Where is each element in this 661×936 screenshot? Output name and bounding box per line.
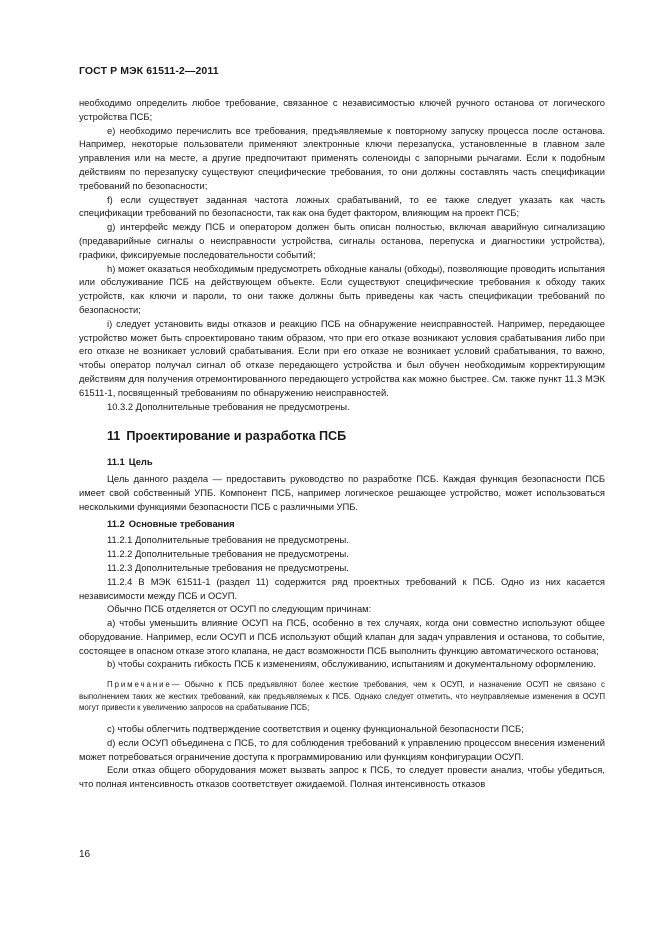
clause-10-3-2: 10.3.2 Дополнительные требования не предусмотрены. — [107, 400, 350, 412]
section-heading — [79, 428, 605, 444]
list-item-a: a) чтобы уменьшить влияние ОСУП на ПСБ, особенно в тех случаях, когда они совместно используют общее оборудование. Например, если ОСУП и ПСБ используют общий клапан для задач управления и останова, то событие, состоящее в опасном отказе этого клапана, не даст возможности ПСБ выполнить функцию автоматического останова; — [79, 617, 605, 656]
list-item-h: h) может оказаться необходимым предусмотреть обходные каналы (обходы), позволяющие проводить испытания или обслуживание ПСБ на действующем объекте. Если существуют специфические требования к обходу таких устройств, как ключи и пароли, то они также должны быть приведены как часть спецификации требований по безопасности; — [79, 262, 605, 315]
subsection-title: Основные требования — [128, 517, 235, 529]
paragraph: Обычно ПСБ отделяется от ОСУП по следующим причинам: — [107, 603, 372, 615]
list-item-e: e) необходимо перечислить все требования, предъявляемые к повторному запуску процесса после останова. Например, некоторые пользователи применяют электронные ключи перезапуска, установленные в главном зале управления или на месте, а другие предпочитают применять соленоиды с запорными рычагами. Если к подобным действиям по перезапуску существуют специфические требования, то они должны составлять часть спецификации требований по безопасности; — [79, 124, 605, 191]
list-item-c: c) чтобы облегчить подтверждение соответствия и оценку функциональной безопасности ПСБ; — [107, 723, 524, 735]
subsection-heading-11-2 — [79, 517, 605, 531]
list-item-d: d) если ОСУП объединена с ПСБ, то для соблюдения требований к управлению процессом внесения изменений может потребоваться ограничение доступа к программированию или функциям конфигурации ОСУП. — [79, 736, 605, 762]
list-item-i: i) следует установить виды отказов и реакцию ПСБ на обнаружение неисправностей. Например, передающее устройство может быть спроектировано таким образом, что при его отказе возникают условия срабатывания либо при его отказе не возникает условий срабатывания. Если при его отказе не возникает условий срабатывания, то важно, чтобы оператор получал сигнал об отказе передающего устройства и был обучен необходимым корректирующим действиям для получения отремонтированного передающего устройства как можно быстрее. См. также пункт 11.3 МЭК 61511-1, посвященный требованиям по обнаружению неисправностей. — [79, 317, 605, 398]
note-text: — Обычно к ПСБ предъявляют более жесткие требования, чем к ОСУП, и назначение ОСУП не связано с выполнением таких же жестких требований, как предъявляемых к ПСБ. Однако следует отметить, что неуправляемые изменения в ОСУП могут привести к увеличению запросов на срабатывание ПСБ; — [79, 680, 605, 713]
document-header: ГОСТ Р МЭК 61511-2—2011 — [79, 65, 219, 77]
note — [79, 679, 605, 714]
list-item-f: f) если существует заданная частота ложных срабатываний, то ее также следует указать как часть спецификации требований по безопасности, так как она будет фактором, влияющим на проект ПСБ; — [79, 193, 605, 219]
subsection-title: Цель — [128, 456, 153, 468]
clause-11-2-2: 11.2.2 Дополнительные требования не предусмотрены. — [107, 548, 349, 560]
clause-11-2-3: 11.2.3 Дополнительные требования не предусмотрены. — [107, 561, 349, 573]
page-body — [79, 96, 605, 791]
paragraph: необходимо определить любое требование, связанное с независимостью ключей ручного останова от логического устройства ПСБ; — [79, 97, 605, 122]
section-title: Проектирование и разработка ПСБ — [126, 429, 347, 444]
subsection-number: 11.1 — [107, 456, 125, 468]
note-label: Примечание — [107, 680, 172, 690]
paragraph: Цель данного раздела — предоставить руководство по разработке ПСБ. Каждая функция безопасности ПСБ имеет свой собственный УПБ. Компонент ПСБ, например логическое решающее устройство, может использоваться несколькими функциями безопасности ПСБ с различными УПБ. — [79, 473, 605, 512]
list-item-g: g) интерфейс между ПСБ и оператором должен быть описан полностью, включая аварийную сигнализацию (предаварийные сигналы о неисправности устройства, сигналы останова, перепуска и диагностики устройства), графики, фиксируемые последовательности событий; — [79, 221, 605, 260]
section-number: 11 — [107, 429, 121, 444]
list-item-b: b) чтобы сохранить гибкость ПСБ к изменениям, обслуживанию, испытаниям и документальному оформлению. — [107, 658, 596, 670]
paragraph: Если отказ общего оборудования может вызвать запрос к ПСБ, то следует провести анализ, чтобы убедиться, что полная интенсивность отказов соответствует ожидаемой. Полная интенсивность отказов — [79, 764, 605, 790]
page-number: 16 — [79, 849, 91, 860]
subsection-heading-11-1 — [79, 455, 605, 469]
clause-11-2-1: 11.2.1 Дополнительные требования не предусмотрены. — [107, 534, 349, 546]
subsection-number: 11.2 — [107, 517, 125, 529]
clause-11-2-4: 11.2.4 В МЭК 61511-1 (раздел 11) содержится ряд проектных требований к ПСБ. Одно из них касается независимости между ПСБ и ОСУП. — [79, 575, 605, 601]
